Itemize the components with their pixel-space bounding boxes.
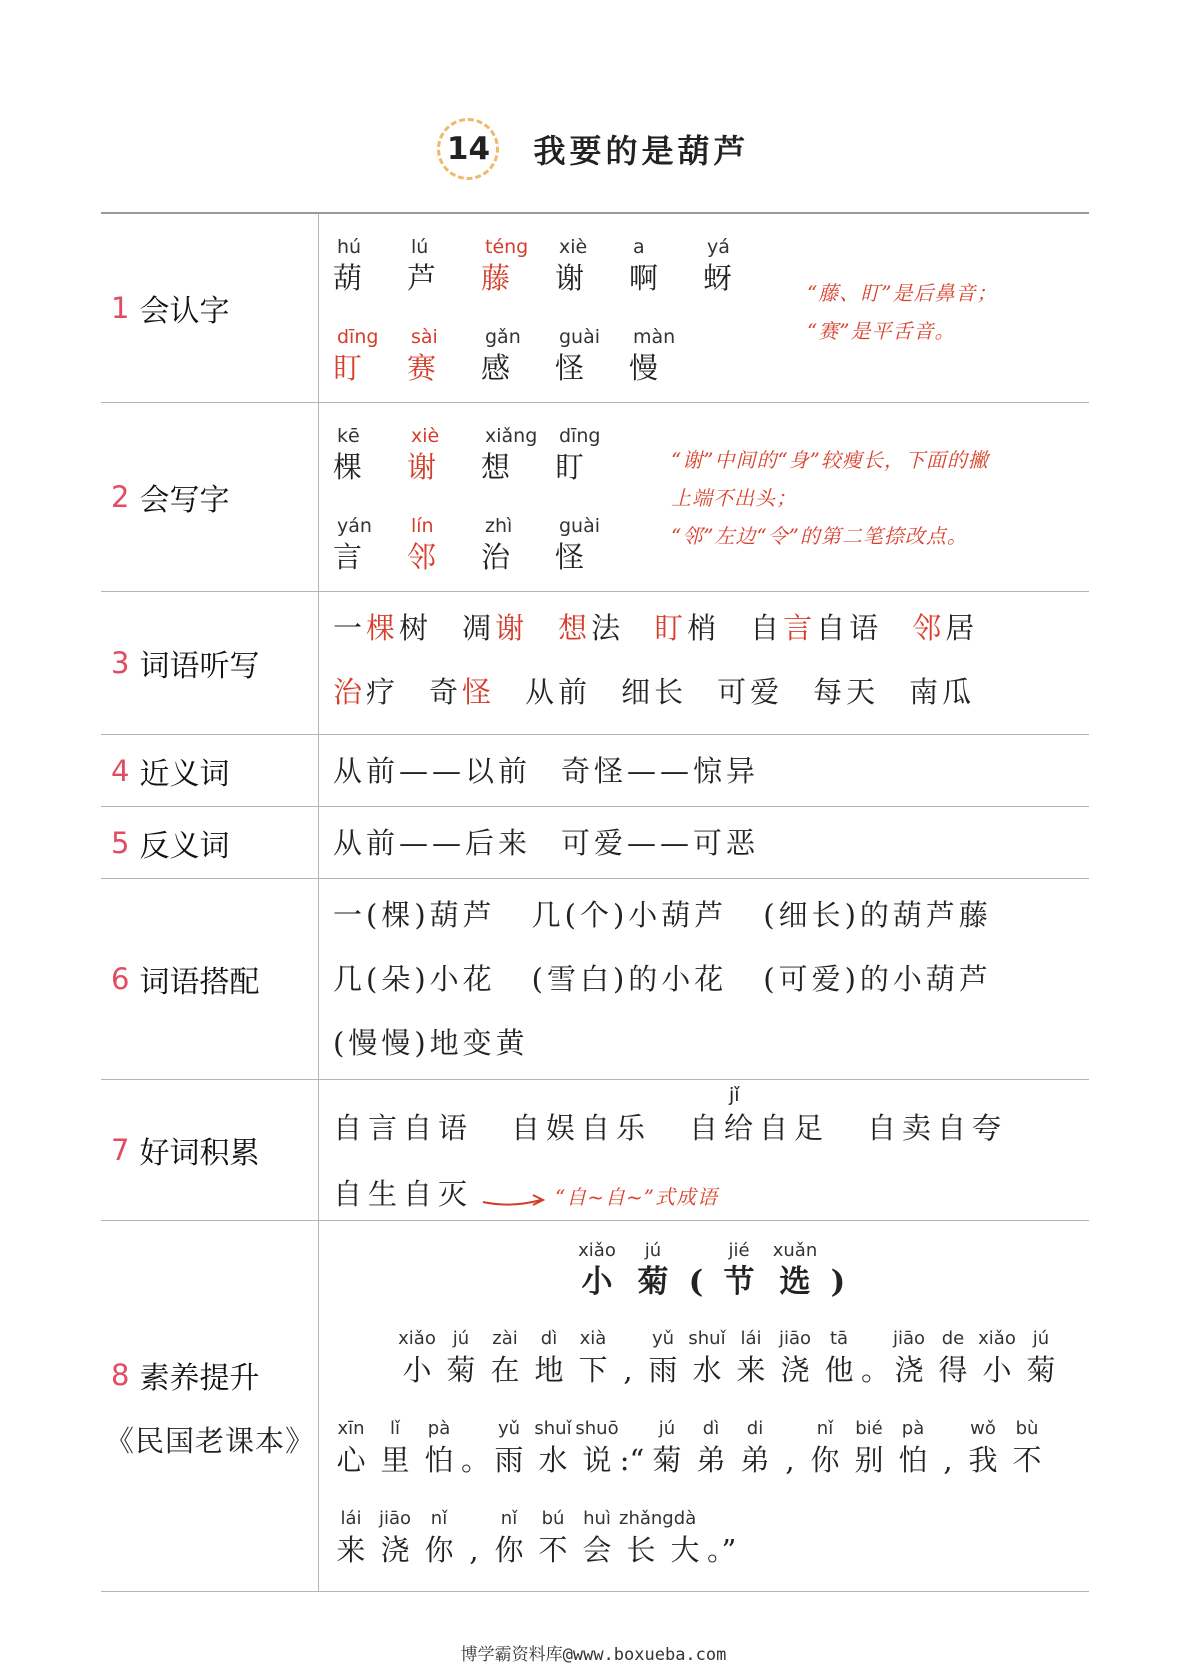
- pinyin: xiǎng: [485, 425, 538, 447]
- pinyin: [619, 1417, 645, 1441]
- hanzi: 他: [824, 1353, 854, 1387]
- poem-char: [887, 1327, 931, 1389]
- section-label: 1 会认字: [101, 214, 319, 402]
- pinyin: màn: [633, 326, 676, 348]
- word-part: 细长: [621, 675, 688, 709]
- hanzi: 啊: [629, 261, 659, 295]
- poem-char: [1005, 1417, 1049, 1479]
- char-cell: [333, 423, 407, 485]
- word-part: 自语: [816, 611, 883, 645]
- word-part-highlight: 邻: [912, 611, 946, 645]
- pinyin: yǔ: [497, 1418, 521, 1439]
- pinyin: jiāo: [778, 1328, 812, 1349]
- pinyin: xiǎo: [578, 1240, 616, 1261]
- char-cell: [407, 513, 481, 575]
- pinyin: a: [633, 236, 645, 258]
- poem-char: [689, 1417, 733, 1479]
- dictation-word: [717, 675, 783, 709]
- poem-line-2: [329, 1417, 1049, 1479]
- antonym-pair: 从前——后来: [333, 826, 532, 860]
- poem-char: [417, 1507, 461, 1569]
- char-cell: [333, 324, 407, 386]
- char-cell: [555, 234, 629, 296]
- hanzi: 菊: [1026, 1353, 1056, 1387]
- poem-char: [373, 1507, 417, 1569]
- pinyin: shuǐ: [534, 1418, 572, 1439]
- pinyin: guài: [559, 515, 601, 537]
- poem-char: [707, 1507, 737, 1569]
- pinyin: bié: [855, 1418, 883, 1439]
- hanzi: 不: [538, 1533, 568, 1567]
- hanzi: 蚜: [703, 261, 733, 295]
- hanzi: 藤: [481, 261, 511, 295]
- writing-note: “谢”中间的“身”较瘦长，下面的撇 上端不出头； “邻”左边“令”的第二笔捺改点。: [671, 448, 989, 548]
- hanzi: 。: [461, 1443, 491, 1477]
- pinyin: dīng: [559, 425, 601, 447]
- word-part: 南瓜: [909, 675, 976, 709]
- char-cell: [481, 234, 555, 296]
- hanzi: 怕: [424, 1443, 454, 1477]
- poem-char: [487, 1507, 531, 1569]
- pinyin: xiè: [559, 236, 588, 258]
- hanzi: 地: [534, 1353, 564, 1387]
- pinyin: huì: [583, 1508, 611, 1529]
- word-part: 树: [399, 611, 433, 645]
- pinyin: xià: [579, 1328, 607, 1349]
- pinyin: de: [941, 1328, 965, 1349]
- pinyin: nǐ: [430, 1508, 448, 1529]
- poem-char: [417, 1417, 461, 1479]
- good-words-row-2: 自生自灭: [333, 1177, 474, 1211]
- hanzi: 邻: [407, 540, 437, 574]
- pinyin: jú: [658, 1418, 676, 1439]
- char-cell: [629, 324, 703, 386]
- dictation-word: [462, 611, 528, 645]
- char-cell: [703, 234, 777, 296]
- hanzi: 长: [626, 1533, 656, 1567]
- dictation-word: [912, 611, 978, 645]
- pinyin: sài: [411, 326, 438, 348]
- hanzi: 雨: [494, 1443, 524, 1477]
- hanzi: 怪: [555, 540, 585, 574]
- poem-char: [767, 1239, 823, 1301]
- pinyin: yǔ: [651, 1328, 675, 1349]
- hanzi: 。”: [707, 1533, 737, 1567]
- hanzi: ,: [785, 1443, 795, 1477]
- poem-char: [975, 1327, 1019, 1389]
- pinyin: gǎn: [485, 326, 521, 348]
- section-dictation: 3 词语听写 一棵树 凋谢 想法 盯梢 自言自语 邻居 治疗 奇怪 从前 细长 可爱 每天 南瓜: [101, 592, 1089, 735]
- poem-char: [575, 1507, 619, 1569]
- hanzi: 会: [582, 1533, 612, 1567]
- pinyin: [935, 1417, 961, 1441]
- page-header: [0, 118, 1187, 180]
- dictation-word: [654, 611, 720, 645]
- hanzi: 想: [481, 450, 511, 484]
- hanzi: 雨: [648, 1353, 678, 1387]
- char-cell: [407, 234, 481, 296]
- collocation: (可爱)的小葫芦: [763, 962, 992, 996]
- poem-char: [395, 1327, 439, 1389]
- poem-char: [329, 1417, 373, 1479]
- poem-char: [569, 1239, 625, 1301]
- pinyin: lú: [411, 236, 429, 258]
- hanzi: 浇: [380, 1533, 410, 1567]
- poem-char: [531, 1507, 575, 1569]
- hanzi: 下: [578, 1353, 608, 1387]
- hanzi: 说: [582, 1443, 612, 1477]
- pinyin: shuō: [575, 1418, 619, 1439]
- char-cell: [481, 423, 555, 485]
- pinyin: jié: [728, 1240, 750, 1261]
- pinyin: nǐ: [816, 1418, 834, 1439]
- collocation: 一(棵)葫芦: [333, 898, 496, 932]
- dictation-row-1: [333, 606, 1008, 647]
- synonym-pair: 从前——以前: [333, 754, 532, 788]
- pinyin: lín: [411, 515, 434, 537]
- hanzi: 别: [854, 1443, 884, 1477]
- dictation-word: [333, 675, 399, 709]
- hanzi: 不: [1012, 1443, 1042, 1477]
- idiom: 自娱自乐: [511, 1111, 652, 1145]
- poem-char: [891, 1417, 935, 1479]
- word-part: 法: [591, 611, 625, 645]
- lesson-number-badge: 14: [437, 118, 499, 180]
- poem-char: [777, 1417, 803, 1479]
- pinyin: xiè: [411, 425, 440, 447]
- study-table: [101, 212, 1089, 1592]
- hanzi: 菊: [637, 1264, 669, 1300]
- idiom-pattern-note: “自~自~”式成语: [555, 1185, 718, 1209]
- hanzi: 水: [692, 1353, 722, 1387]
- hanzi: 浇: [894, 1353, 924, 1387]
- word-part-highlight: 怪: [462, 675, 496, 709]
- dictation-word: [621, 675, 687, 709]
- hanzi: 感: [481, 351, 511, 385]
- hanzi: 怕: [898, 1443, 928, 1477]
- hanzi: 菊: [446, 1353, 476, 1387]
- pinyin: jú: [644, 1240, 662, 1261]
- pinyin: pà: [901, 1418, 925, 1439]
- collocation: 几(个)小葫芦: [531, 898, 728, 932]
- collocation-row-1: [333, 893, 1028, 934]
- section-write-chars: 2 会写字 kē 棵 xiè 谢 xiǎng 想 dīng 盯 yán 言 lín 邻 zhì 治 guài 怪 “谢”中间的“身”较瘦长，下面的撇 上端不出头； “邻”左边“令”的第二笔捺改点。: [101, 403, 1089, 592]
- section-synonyms: 4 近义词 从前——以前 奇怪——惊异: [101, 735, 1089, 807]
- word-part: 自: [750, 611, 784, 645]
- synonym-list: [333, 749, 789, 790]
- read-chars-row-2: [333, 324, 703, 386]
- hanzi: 赛: [407, 351, 437, 385]
- pinyin: [461, 1507, 487, 1531]
- poem-char: [641, 1327, 685, 1389]
- hanzi: 在: [490, 1353, 520, 1387]
- pinyin: lái: [740, 1328, 762, 1349]
- hanzi: 弟: [696, 1443, 726, 1477]
- poem-char: [483, 1327, 527, 1389]
- hanzi: 怪: [555, 351, 585, 385]
- word-part-highlight: 谢: [495, 611, 529, 645]
- pinyin: lǐ: [389, 1418, 400, 1439]
- pronunciation-note: “藤、盯”是后鼻音； “赛”是平舌音。: [807, 281, 998, 343]
- lesson-title: 我要的是葫芦: [533, 132, 750, 170]
- poem-char: [773, 1327, 817, 1389]
- poem-char: [685, 1327, 729, 1389]
- poem-char: [329, 1507, 373, 1569]
- pinyin: [777, 1417, 803, 1441]
- hanzi: 我: [968, 1443, 998, 1477]
- poem-char: [733, 1417, 777, 1479]
- char-cell: [481, 324, 555, 386]
- pinyin: yán: [337, 515, 372, 537]
- char-cell: [407, 423, 481, 485]
- char-cell: [629, 234, 703, 296]
- hanzi: 得: [938, 1353, 968, 1387]
- pinyin: jú: [452, 1328, 470, 1349]
- pinyin: [681, 1239, 711, 1263]
- dictation-word: [558, 611, 624, 645]
- collocation-row-2: [333, 957, 1028, 998]
- hanzi: 慢: [629, 351, 659, 385]
- word-part: 奇: [429, 675, 463, 709]
- pinyin: bú: [541, 1508, 565, 1529]
- char-cell: [555, 513, 629, 575]
- poem-char: [803, 1417, 847, 1479]
- collocation-row-3: [333, 1021, 565, 1062]
- poem-char: [619, 1417, 645, 1479]
- word-part: 凋: [462, 611, 496, 645]
- poem-char: [823, 1239, 853, 1301]
- poem-char: [439, 1327, 483, 1389]
- word-part-highlight: 想: [558, 611, 592, 645]
- poem-char: [527, 1327, 571, 1389]
- pinyin: xiǎo: [978, 1328, 1016, 1349]
- hanzi: 你: [810, 1443, 840, 1477]
- hanzi: 你: [424, 1533, 454, 1567]
- hanzi: (: [688, 1264, 704, 1300]
- word-part-highlight: 棵: [366, 611, 400, 645]
- hanzi: 心: [336, 1443, 366, 1477]
- word-part: 可爱: [717, 675, 784, 709]
- poem-char: [817, 1327, 861, 1389]
- word-part: 从前: [525, 675, 592, 709]
- dictation-word: [333, 611, 432, 645]
- poem-char: [373, 1417, 417, 1479]
- hanzi: 选: [779, 1264, 811, 1300]
- poem-char: [461, 1417, 491, 1479]
- pinyin: zhǎng: [619, 1508, 674, 1529]
- collocation: (细长)的葫芦藤: [763, 898, 992, 932]
- hanzi: 葫: [333, 261, 363, 295]
- hanzi: 浇: [780, 1353, 810, 1387]
- pinyin: dà: [673, 1508, 697, 1529]
- hanzi: 菊: [652, 1443, 682, 1477]
- poem-char: [861, 1327, 891, 1389]
- pinyin: yá: [707, 236, 730, 258]
- poem-char: [487, 1417, 531, 1479]
- poem-char: [1019, 1327, 1063, 1389]
- word-part-highlight: 言: [783, 611, 817, 645]
- poem-char: [575, 1417, 619, 1479]
- poem-title: [569, 1239, 853, 1301]
- char-cell: [555, 324, 629, 386]
- pinyin: [615, 1327, 641, 1351]
- hanzi: 盯: [333, 351, 363, 385]
- read-chars-row-1: [333, 234, 777, 296]
- pinyin: zài: [492, 1328, 518, 1349]
- hanzi: 弟: [740, 1443, 770, 1477]
- footer-watermark: 博学霸资料库@www.boxueba.com: [460, 1645, 727, 1665]
- pinyin: xīn: [337, 1418, 365, 1439]
- poem-line-3: [329, 1507, 737, 1569]
- antonym-pair: 可爱——可恶: [561, 826, 760, 860]
- word-part-highlight: 治: [333, 675, 367, 709]
- word-part-highlight: 盯: [654, 611, 688, 645]
- hanzi: 来: [336, 1533, 366, 1567]
- char-cell: [333, 234, 407, 296]
- pinyin: jiāo: [892, 1328, 926, 1349]
- pinyin-ji: jǐ: [729, 1084, 740, 1106]
- antonym-list: [333, 821, 789, 862]
- word-part: 疗: [366, 675, 400, 709]
- poem-char: [619, 1507, 674, 1569]
- pinyin: téng: [485, 236, 529, 258]
- pinyin: pà: [427, 1418, 451, 1439]
- section-reading: 8 素养提升 《民国老课本》 xiǎo 小 jú 菊 ( jié 节 xuǎn 选 ) xiǎo 小 jú 菊 zài 在 dì 地 xià 下 , yǔ 雨 shuǐ 水 lái 来 jiāo 浇 tā 他 。 jiāo 浇 de 得 xiǎo 小 jú 菊 xīn 心 lǐ 里 pà 怕 。 yǔ 雨 shuǐ 水 shuō 说 :“ jú 菊 dì 弟 di 弟 , nǐ 你 bié 别 pà 怕 , wǒ 我 bù 不 lái 来 jiāo 浇 nǐ 你 , nǐ 你 bú 不 huì 会 zhǎng 长 dà 大 。”: [101, 1221, 1089, 1592]
- pinyin: di: [746, 1418, 764, 1439]
- hanzi: :“: [619, 1443, 645, 1477]
- hanzi: ,: [943, 1443, 953, 1477]
- hanzi: 水: [538, 1443, 568, 1477]
- hanzi: 节: [723, 1264, 755, 1300]
- poem-char: [935, 1417, 961, 1479]
- poem-char: [961, 1417, 1005, 1479]
- pinyin: tā: [829, 1328, 849, 1349]
- hanzi: 芦: [407, 261, 437, 295]
- hanzi: 盯: [555, 450, 585, 484]
- hanzi: ,: [469, 1533, 479, 1567]
- dictation-word: [813, 675, 879, 709]
- hanzi: 小: [982, 1353, 1012, 1387]
- poem-char: [645, 1417, 689, 1479]
- pinyin: nǐ: [500, 1508, 518, 1529]
- char-cell: [481, 513, 555, 575]
- poem-char: [625, 1239, 681, 1301]
- char-cell: [407, 324, 481, 386]
- poem-char: [681, 1239, 711, 1301]
- idiom: 自给自足: [689, 1111, 830, 1145]
- pinyin: dì: [540, 1328, 558, 1349]
- hanzi: 你: [494, 1533, 524, 1567]
- pinyin: [461, 1417, 487, 1441]
- hanzi: 里: [380, 1443, 410, 1477]
- pinyin: dì: [702, 1418, 720, 1439]
- pinyin: hú: [337, 236, 362, 258]
- section-antonyms: 5 反义词 从前——后来 可爱——可恶: [101, 807, 1089, 879]
- poem-line-1: [395, 1327, 1063, 1389]
- section-collocations: 6 词语搭配 一(棵)葫芦 几(个)小葫芦 (细长)的葫芦藤 几(朵)小花 (雪白)的小花 (可爱)的小葫芦 (慢慢)地变黄: [101, 879, 1089, 1080]
- poem-char: [729, 1327, 773, 1389]
- hanzi: 。: [861, 1353, 891, 1387]
- pinyin: jiāo: [378, 1508, 412, 1529]
- poem-char: [847, 1417, 891, 1479]
- dictation-word: [429, 675, 495, 709]
- write-chars-row-1: [333, 423, 629, 485]
- word-part: 梢: [687, 611, 721, 645]
- collocation: 几(朵)小花: [333, 962, 496, 996]
- idiom: 自言自语: [333, 1111, 474, 1145]
- write-chars-row-2: [333, 513, 629, 575]
- section-good-words: 7 好词积累 jǐ 自言自语 自娱自乐 自给自足 自卖自夸 自生自灭 “自~自~”式成语: [101, 1080, 1089, 1221]
- dictation-word: [750, 611, 882, 645]
- pinyin: kē: [337, 425, 360, 447]
- idiom: 自卖自夸: [867, 1111, 1008, 1145]
- pinyin: xuǎn: [772, 1240, 818, 1261]
- good-words-row-1: [333, 1106, 1045, 1147]
- dictation-word: [525, 675, 591, 709]
- pinyin: dīng: [337, 326, 379, 348]
- char-cell: [555, 423, 629, 485]
- pinyin: guài: [559, 326, 601, 348]
- hanzi: ,: [623, 1353, 633, 1387]
- synonym-pair: 奇怪——惊异: [561, 754, 760, 788]
- pinyin: wǒ: [970, 1418, 996, 1439]
- hanzi: 言: [333, 540, 363, 574]
- hanzi: 小: [402, 1353, 432, 1387]
- hanzi: 治: [481, 540, 511, 574]
- hanzi: 谢: [555, 261, 585, 295]
- dictation-row-2: [333, 670, 1005, 711]
- arrow-icon: [481, 1186, 551, 1210]
- hanzi: 棵: [333, 450, 363, 484]
- collocation: (雪白)的小花: [531, 962, 728, 996]
- hanzi: 谢: [407, 450, 437, 484]
- dictation-word: [909, 675, 975, 709]
- hanzi: 小: [581, 1264, 613, 1300]
- pinyin: [707, 1507, 733, 1531]
- poem-char: [461, 1507, 487, 1569]
- hanzi: ): [830, 1264, 846, 1300]
- word-part: 居: [945, 611, 979, 645]
- pinyin: [823, 1239, 853, 1263]
- section-read-chars: [101, 214, 1089, 403]
- poem-char: [663, 1507, 707, 1569]
- pinyin: xiǎo: [398, 1328, 436, 1349]
- pinyin: bù: [1015, 1418, 1039, 1439]
- collocation: (慢慢)地变黄: [333, 1026, 529, 1060]
- pinyin: shuǐ: [688, 1328, 726, 1349]
- hanzi: 大: [670, 1533, 700, 1567]
- pinyin: zhì: [485, 515, 513, 537]
- word-part: 每天: [813, 675, 880, 709]
- poem-char: [711, 1239, 767, 1301]
- char-cell: [333, 513, 407, 575]
- poem-char: [571, 1327, 615, 1389]
- section-sub-label: 《民国老课本》: [105, 1423, 316, 1458]
- poem-char: [615, 1327, 641, 1389]
- pinyin: jú: [1032, 1328, 1050, 1349]
- hanzi: 来: [736, 1353, 766, 1387]
- pinyin: [861, 1327, 887, 1351]
- word-part: 一: [333, 611, 367, 645]
- poem-char: [531, 1417, 575, 1479]
- poem-char: [931, 1327, 975, 1389]
- pinyin: lái: [340, 1508, 362, 1529]
